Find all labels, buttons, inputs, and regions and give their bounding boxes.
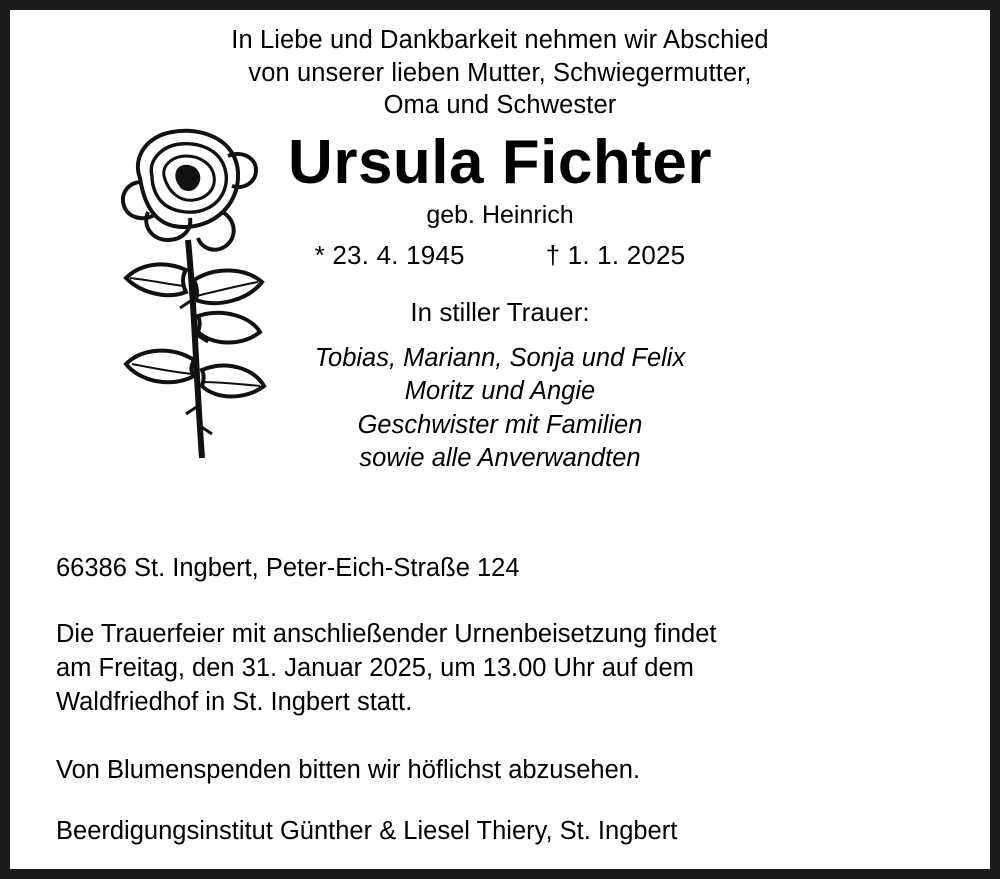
mourner-line-4: sowie alle Anverwandten xyxy=(359,443,641,472)
intro-text xyxy=(36,24,964,122)
intro-line-2: von unserer lieben Mutter, Schwiegermutter, xyxy=(248,58,752,87)
birth-date: * 23. 4. 1945 xyxy=(314,240,465,271)
ceremony-text xyxy=(56,618,944,720)
address-line: 66386 St. Ingbert, Peter-Eich-Straße 124 xyxy=(56,554,520,582)
mourner-line-2: Moritz und Angie xyxy=(404,377,596,406)
mourning-label: In stiller Trauer: xyxy=(410,297,590,328)
mourner-line-1: Tobias, Mariann, Sonja und Felix xyxy=(314,344,686,373)
maiden-name: geb. Heinrich xyxy=(426,201,574,230)
intro-line-1: In Liebe und Dankbarkeit nehmen wir Abschied xyxy=(231,26,769,54)
rose-illustration-icon xyxy=(82,120,292,470)
flowers-request: Von Blumenspenden bitten wir höflichst abzusehen. xyxy=(56,755,641,784)
deceased-name: Ursula Fichter xyxy=(288,127,712,197)
ceremony-line-2: am Freitag, den 31. Januar 2025, um 13.00 Uhr auf dem xyxy=(56,653,694,682)
ceremony-line-3: Waldfriedhof in St. Ingbert statt. xyxy=(56,687,413,716)
intro-line-3: Oma und Schwester xyxy=(383,91,617,120)
death-date: † 1. 1. 2025 xyxy=(545,240,686,271)
ceremony-line-1: Die Trauerfeier mit anschließender Urnenbeisetzung findet xyxy=(56,620,717,648)
mourner-line-3: Geschwister mit Familien xyxy=(357,410,643,439)
details-block xyxy=(56,540,944,846)
funeral-institute: Beerdigungsinstitut Günther & Liesel Thiery, St. Ingbert xyxy=(56,816,678,845)
